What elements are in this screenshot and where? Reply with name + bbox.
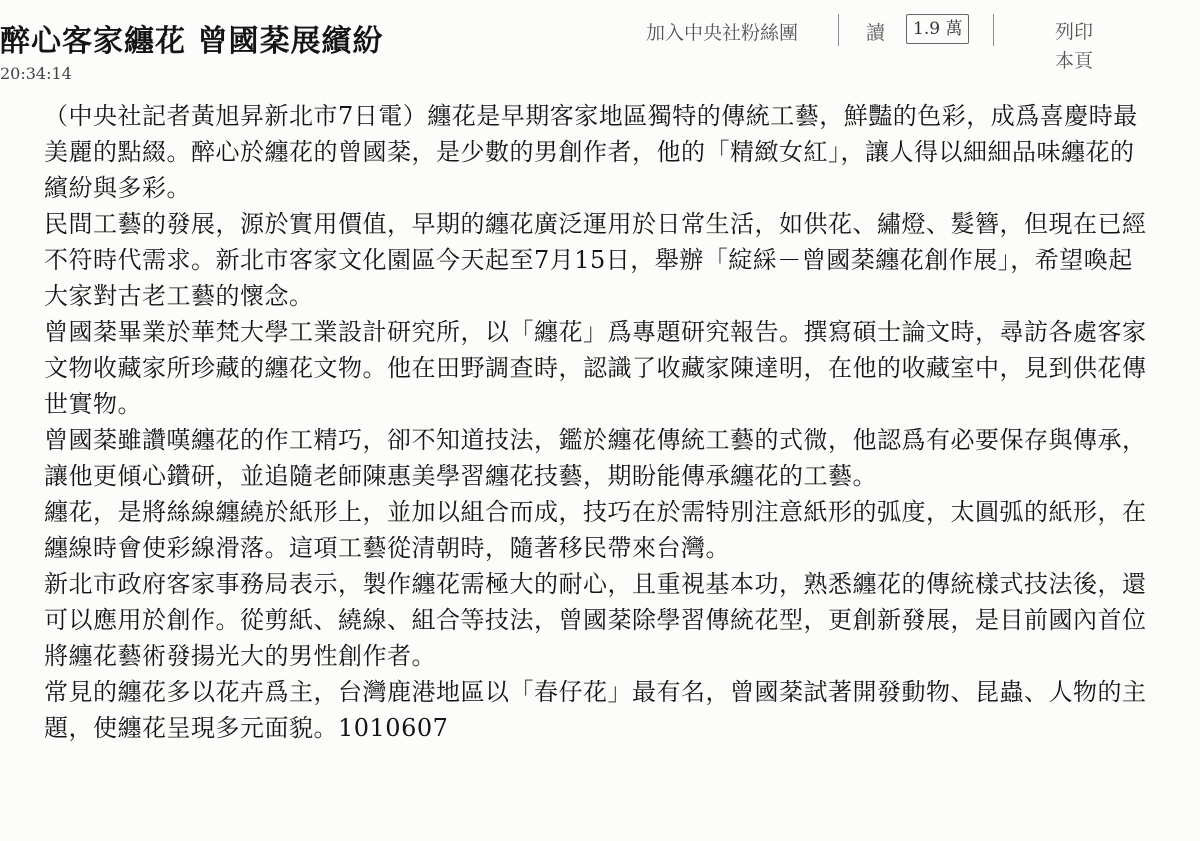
article-toolbar [0,10,1200,70]
reads-count-badge: 1.9 萬 [906,14,969,44]
article-paragraph: 新北市政府客家事務局表示，製作纏花需極大的耐心，且重視基本功，熟悉纏花的傳統樣式技法後，還可以應用於創作。從剪紙、繞線、組合等技法，曾國棻除學習傳統花型，更創新發展，是目前國內首位將纏花藝術發揚光大的男性創作者。 [44,570,1147,670]
article-title: 醉心客家纏花 曾國棻展繽紛 [0,24,384,59]
toolbar-divider [838,14,839,46]
print-page-button[interactable] [1055,18,1105,76]
article-paragraph: 曾國棻雖讚嘆纏花的作工精巧，卻不知道技法，鑑於纏花傳統工藝的式微，他認爲有必要保存與傳承，讓他更傾心鑽研，並追隨老師陳惠美學習纏花技藝，期盼能傳承纏花的工藝。 [44,426,1147,490]
article-paragraph: 常見的纏花多以花卉爲主，台灣鹿港地區以「春仔花」最有名，曾國棻試著開發動物、昆蟲、人物的主題，使纏花呈現多元面貌。1010607 [44,678,1147,742]
reads-label: 讀 [866,22,886,44]
print-label-line2: 本頁 [1055,50,1094,72]
article-paragraph: 曾國棻畢業於華梵大學工業設計研究所，以「纏花」爲專題研究報告。撰寫碩士論文時，尋訪各處客家文物收藏家所珍藏的纏花文物。他在田野調查時，認識了收藏家陳達明，在他的收藏室中，見到供花傳世實物。 [44,318,1147,418]
article-body [44,98,1154,746]
article-paragraph: 民間工藝的發展，源於實用價值，早期的纏花廣泛運用於日常生活，如供花、繡燈、髮簪，但現在已經不符時代需求。新北市客家文化園區今天起至7月15日，舉辦「綻綵－曾國棻纏花創作展」，希望喚起大家對古老工藝的懷念。 [44,210,1147,310]
article-paragraph: （中央社記者黃旭昇新北市7日電）纏花是早期客家地區獨特的傳統工藝，鮮豔的色彩，成爲喜慶時最美麗的點綴。醉心於纏花的曾國棻，是少數的男創作者，他的「精緻女紅」，讓人得以細細品味纏花的繽紛與多彩。 [44,102,1138,202]
join-fan-page-link[interactable]: 加入中央社粉絲團 [646,22,799,44]
toolbar-divider [993,14,994,46]
article-paragraph: 纏花，是將絲線纏繞於紙形上，並加以組合而成，技巧在於需特別注意紙形的弧度，太圓弧的紙形，在纏線時會使彩線滑落。這項工藝從清朝時，隨著移民帶來台灣。 [44,498,1147,562]
print-label-line1: 列印 [1055,21,1094,43]
article-timestamp: 20:34:14 [0,64,72,83]
